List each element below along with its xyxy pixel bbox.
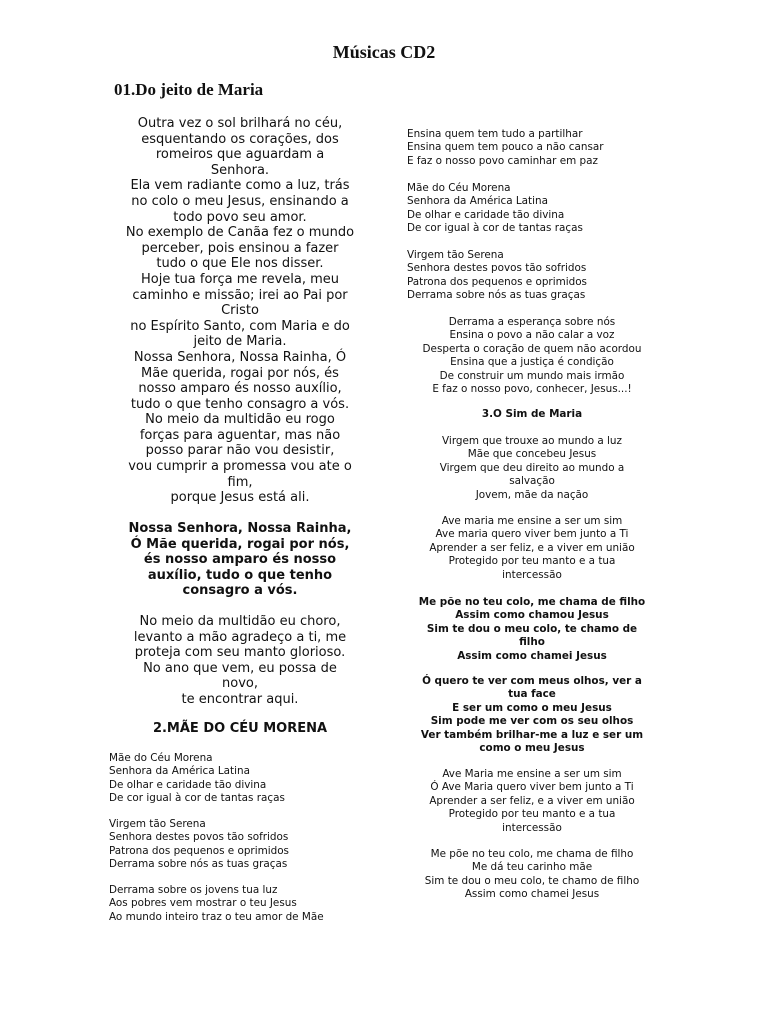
lyric-line: Ver também brilhar-me a luz e ser um bbox=[420, 728, 644, 741]
lyric-line: Ensina quem tem tudo a partilhar bbox=[407, 128, 583, 140]
lyric-line: Aos pobres vem mostrar o teu Jesus bbox=[109, 897, 297, 910]
lyric-line: Hoje tua força me revela, meu bbox=[140, 271, 340, 287]
lyric-line: E faz o nosso povo, conhecer, Jesus...! bbox=[432, 383, 632, 396]
lyric-line: Nossa Senhora, Nossa Rainha, Ó bbox=[133, 349, 347, 365]
lyric-line: De olhar e caridade tão divina bbox=[109, 778, 267, 791]
lyric-line: posso parar não vou desistir, bbox=[145, 443, 335, 459]
lyric-line: Ela vem radiante como a luz, trás bbox=[130, 178, 350, 194]
lyric-line: Senhora da América Latina bbox=[109, 765, 250, 778]
lyric-line: Me dá teu carinho mãe bbox=[471, 861, 593, 874]
lyric-line: Ave maria quero viver bem junto a Ti bbox=[435, 528, 629, 541]
lyric-line: Virgem tão Serena bbox=[109, 818, 206, 830]
lyric-line: Derrama sobre os jovens tua luz bbox=[109, 884, 278, 896]
lyric-line: Senhora da América Latina bbox=[407, 195, 548, 208]
lyric-line: Ensina que a justiça é condição bbox=[450, 356, 614, 369]
lyric-line: Virgem tão Serena bbox=[407, 249, 504, 261]
lyric-line: tua face bbox=[508, 688, 556, 701]
lyric-line: Mãe querida, rogai por nós, és bbox=[141, 365, 339, 381]
song2-left-stanza-1 bbox=[109, 752, 369, 806]
song2-right-stanza-3 bbox=[407, 249, 667, 303]
lyric-line: E faz o nosso povo caminhar em paz bbox=[407, 154, 598, 167]
lyric-line: fim, bbox=[227, 474, 253, 490]
lyric-line: No exemplo de Canãa fez o mundo bbox=[125, 225, 355, 241]
lyric-line: no colo o meu Jesus, ensinando a bbox=[131, 193, 349, 209]
lyric-line: romeiros que aguardam a bbox=[155, 147, 325, 163]
lyric-line: No ano que vem, eu possa de bbox=[143, 660, 337, 676]
song3-stanza-1 bbox=[402, 435, 662, 502]
lyric-line: Ó Ave Maria quero viver bem junto a Ti bbox=[430, 781, 634, 794]
lyric-line: Senhora destes povos tão sofridos bbox=[109, 831, 289, 844]
lyric-line: porque Jesus está ali. bbox=[170, 490, 310, 506]
song2-right-stanza-2 bbox=[407, 182, 667, 236]
song2-closing bbox=[402, 316, 662, 396]
song2-left-stanza-3 bbox=[109, 884, 369, 924]
lyric-line: como o meu Jesus bbox=[479, 742, 585, 755]
lyric-line: Nossa Senhora, Nossa Rainha, bbox=[128, 521, 352, 536]
lyric-line: Ensina o povo a não calar a voz bbox=[449, 329, 615, 342]
lyric-line: no Espírito Santo, com Maria e do bbox=[130, 318, 350, 334]
song1-verse2 bbox=[105, 614, 375, 708]
lyric-line: Jovem, mãe da nação bbox=[475, 488, 589, 501]
lyric-line: Virgem que trouxe ao mundo a luz bbox=[442, 435, 622, 447]
lyric-line: tudo o que tenho consagro a vós. bbox=[130, 396, 350, 412]
song1-title: 01.Do jeito de Maria bbox=[114, 80, 264, 99]
lyric-line: Mãe que concebeu Jesus bbox=[467, 448, 597, 461]
lyric-line: Cristo bbox=[221, 303, 259, 319]
lyric-line: Mãe do Céu Morena bbox=[407, 182, 511, 194]
lyric-line: salvação bbox=[509, 475, 555, 488]
lyric-line: Derrama a esperança sobre nós bbox=[448, 316, 616, 328]
lyric-line: Aprender a ser feliz, e a viver em união bbox=[429, 794, 635, 807]
lyric-line: Aprender a ser feliz, e a viver em união bbox=[429, 541, 635, 554]
lyric-line: novo, bbox=[222, 676, 258, 692]
lyric-line: Ao mundo inteiro traz o teu amor de Mãe bbox=[109, 910, 324, 923]
lyric-line: filho bbox=[519, 636, 545, 649]
song2-left-stanza-2 bbox=[109, 818, 369, 872]
lyric-line: forças para aguentar, mas não bbox=[139, 427, 341, 443]
lyric-line: Assim como chamei Jesus bbox=[457, 649, 607, 662]
lyric-line: Sim te dou o meu colo, te chamo de filho bbox=[424, 874, 640, 887]
lyric-line: jeito de Maria. bbox=[193, 334, 287, 350]
lyric-line: Protegido por teu manto e a tua bbox=[448, 555, 616, 568]
lyric-line: De cor igual à cor de tantas raças bbox=[109, 792, 285, 805]
lyric-line: proteja com seu manto glorioso. bbox=[134, 645, 346, 661]
song1-verse1 bbox=[110, 116, 370, 506]
lyric-line: Assim como chamou Jesus bbox=[455, 609, 609, 622]
lyric-line: consagro a vós. bbox=[182, 583, 298, 599]
lyric-line: E ser um como o meu Jesus bbox=[452, 701, 612, 714]
lyric-line: todo povo seu amor. bbox=[173, 209, 307, 225]
song3-chorus-2 bbox=[402, 675, 662, 755]
lyric-line: intercessão bbox=[502, 568, 562, 581]
lyric-line: Patrona dos pequenos e oprimidos bbox=[109, 844, 289, 857]
lyric-line: Derrama sobre nós as tuas graças bbox=[109, 858, 288, 871]
lyric-line: Sim te dou o meu colo, te chamo de bbox=[426, 622, 638, 635]
lyric-line: auxílio, tudo o que tenho bbox=[147, 567, 333, 583]
lyric-line: Ave maria me ensine a ser um sim bbox=[441, 515, 623, 527]
lyric-line: Sim pode me ver com os seu olhos bbox=[430, 715, 634, 728]
lyric-line: tudo o que Ele nos disser. bbox=[156, 256, 324, 272]
lyric-line: Senhora destes povos tão sofridos bbox=[407, 262, 587, 275]
lyric-line: Assim como chamei Jesus bbox=[464, 888, 600, 901]
lyric-line: levanto a mão agradeço a ti, me bbox=[133, 629, 347, 645]
lyric-line: Ó quero te ver com meus olhos, ver a bbox=[422, 675, 642, 687]
lyric-line: Derrama sobre nós as tuas graças bbox=[407, 289, 586, 302]
lyric-line: De construir um mundo mais irmão bbox=[439, 369, 625, 382]
lyric-line: nosso amparo és nosso auxílio, bbox=[138, 381, 342, 397]
lyric-line: De olhar e caridade tão divina bbox=[407, 208, 565, 221]
lyric-line: Ensina quem tem pouco a não cansar bbox=[407, 141, 604, 154]
lyric-line: caminho e missão; irei ao Pai por bbox=[132, 287, 348, 303]
song3-chorus-1 bbox=[402, 596, 662, 663]
lyric-line: vou cumprir a promessa vou ate o bbox=[128, 459, 352, 475]
lyric-line: Mãe do Céu Morena bbox=[109, 752, 213, 764]
lyric-line: Outra vez o sol brilhará no céu, bbox=[137, 116, 343, 131]
lyric-line: és nosso amparo és nosso bbox=[143, 552, 337, 568]
song3-title: 3.O Sim de Maria bbox=[481, 408, 583, 420]
lyric-line: Senhora. bbox=[210, 162, 270, 178]
lyric-line: Ó Mãe querida, rogai por nós, bbox=[130, 536, 350, 552]
song2-right-stanza-1 bbox=[407, 128, 667, 168]
lyric-line: Patrona dos pequenos e oprimidos bbox=[407, 275, 587, 288]
lyric-line: esquentando os corações, dos bbox=[141, 131, 339, 147]
lyric-line: Me põe no teu colo, me chama de filho bbox=[430, 848, 634, 860]
lyric-line: Ave Maria me ensine a ser um sim bbox=[442, 768, 622, 780]
lyric-line: perceber, pois ensinou a fazer bbox=[141, 240, 339, 256]
song3-stanza-4 bbox=[402, 848, 662, 902]
lyric-line: Desperta o coração de quem não acordou bbox=[422, 342, 642, 355]
song3-stanza-3 bbox=[402, 768, 662, 835]
document-title: Músicas CD2 bbox=[332, 42, 436, 62]
lyric-line: De cor igual à cor de tantas raças bbox=[407, 222, 583, 235]
lyric-line: te encontrar aqui. bbox=[181, 691, 299, 707]
song3-stanza-2 bbox=[402, 515, 662, 582]
lyric-line: Me põe no teu colo, me chama de filho bbox=[418, 596, 646, 608]
lyric-line: No meio da multidão eu rogo bbox=[145, 412, 335, 428]
lyric-line: intercessão bbox=[502, 821, 562, 834]
lyric-line: Protegido por teu manto e a tua bbox=[448, 808, 616, 821]
lyric-line: Virgem que deu direito ao mundo a bbox=[439, 461, 625, 474]
song2-title: 2.MÃE DO CÉU MORENA bbox=[152, 721, 328, 736]
song1-chorus bbox=[105, 521, 375, 599]
lyric-line: No meio da multidão eu choro, bbox=[139, 614, 341, 629]
